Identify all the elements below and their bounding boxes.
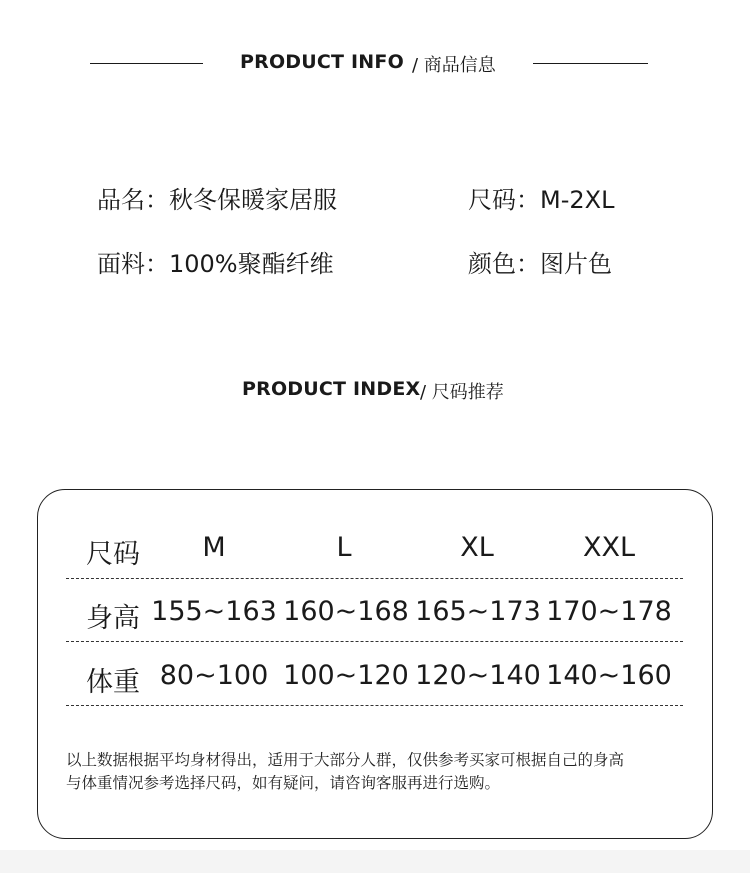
product-info-subtitle: / 商品信息: [412, 55, 496, 76]
size-header-label: 尺码: [86, 539, 140, 570]
weight-row-label: 体重: [86, 667, 140, 698]
product-size-range: 尺码：M-2XL: [468, 186, 615, 214]
product-index-title: PRODUCT INDEX: [242, 378, 421, 400]
header-line-left: [90, 63, 203, 64]
table-divider: [66, 705, 683, 706]
size-col-l: L: [336, 532, 352, 563]
weight-value-l: 100~120: [283, 660, 409, 691]
height-row-label: 身高: [86, 603, 140, 634]
table-divider: [66, 641, 683, 642]
size-note-line1: 以上数据根据平均身材得出，适用于大部分人群，仅供参考买家可根据自己的身高: [66, 751, 625, 769]
size-note-line2: 与体重情况参考选择尺码，如有疑问，请咨询客服再进行选购。: [66, 774, 501, 792]
product-index-subtitle: / 尺码推荐: [420, 382, 504, 403]
product-info-title: PRODUCT INFO: [240, 51, 404, 73]
weight-value-xxl: 140~160: [546, 660, 672, 691]
table-divider: [66, 578, 683, 579]
height-value-m: 155~163: [151, 596, 277, 627]
height-value-xxl: 170~178: [546, 596, 672, 627]
product-name: 品名：秋冬保暖家居服: [97, 186, 337, 214]
size-col-xl: XL: [460, 532, 494, 563]
size-col-m: M: [202, 532, 226, 563]
size-col-xxl: XXL: [582, 532, 636, 563]
header-line-right: [533, 63, 648, 64]
height-value-l: 160~168: [283, 596, 409, 627]
height-value-xl: 165~173: [415, 596, 541, 627]
weight-value-m: 80~100: [159, 660, 269, 691]
product-fabric: 面料：100%聚酯纤维: [97, 250, 334, 278]
product-color: 颜色：图片色: [468, 250, 612, 278]
weight-value-xl: 120~140: [415, 660, 541, 691]
bottom-strip: [0, 850, 750, 873]
